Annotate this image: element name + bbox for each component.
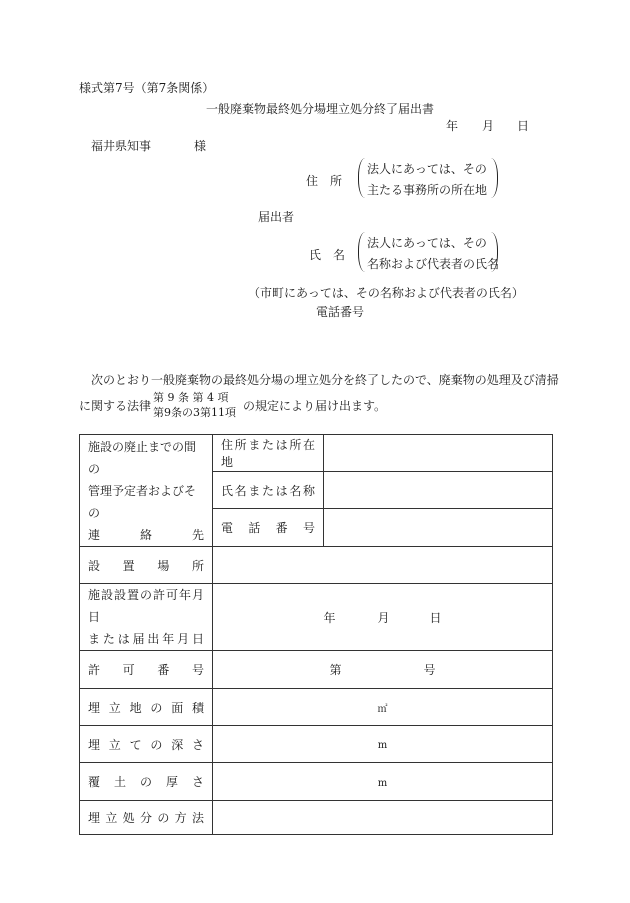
name-note-line2: 名称および代表者の氏名: [367, 257, 500, 271]
law-article-lower: 第9条の3第11項: [153, 406, 236, 419]
table-row: [80, 726, 553, 763]
cover-label: 覆土の厚さ: [80, 763, 213, 801]
name-note-line1: 法人にあっては、その: [367, 236, 487, 250]
manager-label-cell: [80, 435, 213, 547]
table-row: [80, 547, 553, 584]
permit-no-prefix: 第: [329, 663, 342, 677]
manager-phone-label: 電話番号: [213, 509, 324, 547]
table-row: [80, 651, 553, 689]
body-line2-suffix: の規定により届け出ます。: [243, 399, 387, 413]
permit-date-day: 日: [429, 610, 442, 625]
manager-address-label: 住所または所在地: [213, 435, 324, 472]
date-day: 日: [517, 119, 530, 133]
permit-date-label-cell: [80, 584, 213, 651]
permit-date-month: 月: [377, 610, 390, 625]
applicant-label: 届出者: [258, 210, 295, 224]
permit-no-value[interactable]: [213, 651, 553, 689]
body-line2-prefix: に関する法律: [79, 399, 152, 413]
area-unit: ㎡: [377, 703, 388, 715]
address-note-line1: 法人にあっては、その: [367, 162, 487, 176]
municipality-note: （市町にあっては、その名称および代表者の氏名）: [248, 286, 524, 300]
form-number: 様式第7号（第7条関係）: [79, 81, 215, 95]
permit-date-value[interactable]: [213, 584, 553, 651]
table-row: [80, 435, 553, 472]
table-row: [80, 801, 553, 835]
permit-date-label-line1: 施設設置の許可年月日: [88, 588, 204, 624]
area-value[interactable]: [213, 689, 553, 726]
address-label: 住 所: [306, 174, 343, 188]
permit-no-suffix: 号: [423, 663, 436, 677]
permit-date-label-line2: または届出年月日: [88, 632, 204, 646]
manager-label-line1: 施設の廃止までの間の: [88, 439, 197, 476]
address-note-bracket: [358, 158, 498, 198]
date-month: 月: [482, 119, 495, 133]
date-year: 年: [446, 119, 459, 133]
phone-label: 電話番号: [316, 305, 365, 319]
addressee-honorific: 様: [194, 139, 207, 153]
table-row: [80, 584, 553, 651]
manager-name-value[interactable]: [324, 472, 553, 509]
cover-unit: m: [377, 777, 388, 789]
form-table: [79, 434, 553, 835]
manager-label-line3: 連絡先: [88, 527, 204, 542]
manager-label-line2: 管理予定者およびその: [88, 483, 197, 520]
table-row: [80, 689, 553, 726]
name-label: 氏 名: [309, 248, 346, 262]
table-row: [80, 763, 553, 801]
body-line1: 次のとおり一般廃棄物の最終処分場の埋立処分を終了したので、廃棄物の処理及び清掃: [91, 373, 559, 387]
permit-date-year: 年: [323, 610, 336, 625]
depth-unit: m: [377, 740, 388, 751]
depth-value[interactable]: [213, 726, 553, 763]
manager-name-label: 氏名または名称: [213, 472, 324, 509]
document-title: 一般廃棄物最終処分場埋立処分終了届出書: [206, 102, 435, 116]
manager-phone-value[interactable]: [324, 509, 553, 547]
method-value[interactable]: [213, 801, 553, 835]
location-value[interactable]: [213, 547, 553, 584]
cover-value[interactable]: [213, 763, 553, 801]
law-article-upper: 第 9 条 第 4 項: [153, 391, 229, 404]
address-note-line2: 主たる事務所の所在地: [367, 183, 488, 197]
permit-no-label: 許可番号: [80, 651, 213, 689]
addressee-name: 福井県知事: [91, 139, 152, 153]
location-label: 設置場所: [80, 547, 213, 584]
name-note-bracket: [358, 232, 498, 272]
method-label: 埋立処分の方法: [80, 801, 213, 835]
manager-address-value[interactable]: [324, 435, 553, 472]
depth-label: 埋立ての深さ: [80, 726, 213, 763]
area-label: 埋立地の面積: [80, 689, 213, 726]
